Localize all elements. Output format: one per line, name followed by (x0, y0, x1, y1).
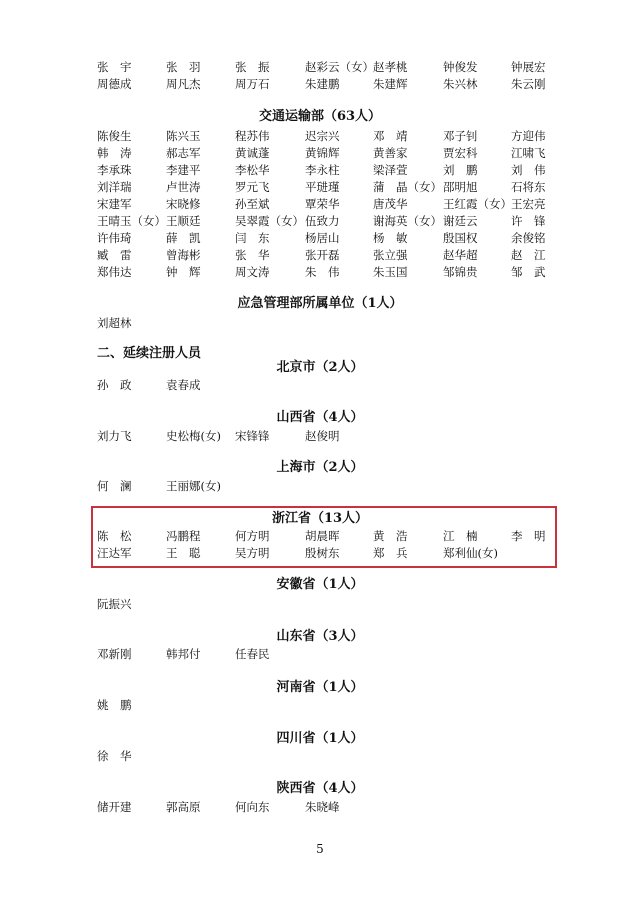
person-name: 宋建军 (97, 197, 132, 211)
person-name: 罗元飞 (235, 180, 270, 194)
person-name: 史松梅(女) (166, 429, 221, 443)
name-grid-emergency-management (97, 316, 557, 331)
person-name: 朱云刚 (511, 77, 546, 91)
person-name: 邹 武 (511, 265, 546, 279)
heading-emergency-management: 应急管理部所属单位（1人） (237, 296, 403, 311)
name-grid-zhejiang (97, 529, 557, 561)
person-name: 姚 鹏 (97, 698, 132, 712)
person-name: 陈俊生 (97, 129, 132, 143)
person-name: 何向东 (235, 800, 270, 814)
person-name: 周凡杰 (166, 77, 201, 91)
person-name: 何方明 (235, 529, 270, 543)
person-name: 黄诚蓬 (235, 146, 270, 160)
person-name: 杨 敏 (373, 231, 408, 245)
person-name: 周文涛 (235, 265, 270, 279)
person-name: 冯鹏程 (166, 529, 201, 543)
person-name: 吴方明 (235, 546, 270, 560)
person-name: 江 楠 (443, 529, 478, 543)
person-name: 唐茂华 (373, 197, 408, 211)
person-name: 邓 靖 (373, 129, 408, 143)
person-name: 吴翠霞（女） (235, 214, 304, 228)
person-name: 许伟琦 (97, 231, 132, 245)
person-name: 黄善家 (373, 146, 408, 160)
person-name: 刘超林 (97, 316, 132, 330)
person-name: 宋晓修 (166, 197, 201, 211)
person-name: 刘洋瑞 (97, 180, 132, 194)
person-name: 郭高原 (166, 800, 201, 814)
name-grid-shanxi (97, 429, 557, 444)
person-name: 张 华 (235, 248, 270, 262)
person-name: 黄锦辉 (305, 146, 340, 160)
name-grid-shanghai (97, 479, 557, 494)
person-name: 张开磊 (305, 248, 340, 262)
person-name: 余俊铭 (511, 231, 546, 245)
person-name: 王红霞（女） (443, 197, 512, 211)
person-name: 韩邦付 (166, 647, 201, 661)
person-name: 黄 浩 (373, 529, 408, 543)
heading-sichuan: 四川省（1人） (276, 731, 364, 746)
person-name: 周万石 (235, 77, 270, 91)
person-name: 韩 涛 (97, 146, 132, 160)
person-name: 胡晨晖 (305, 529, 340, 543)
person-name: 郑 兵 (373, 546, 408, 560)
person-name: 平琎瑾 (305, 180, 340, 194)
name-grid-top (97, 60, 557, 92)
person-name: 蒲 晶（女） (373, 180, 442, 194)
heading-shanghai: 上海市（2人） (276, 460, 364, 475)
person-name: 曾海彬 (166, 248, 201, 262)
person-name: 李承珠 (97, 163, 132, 177)
person-name: 石将东 (511, 180, 546, 194)
person-name: 方迎伟 (511, 129, 546, 143)
heading-beijing: 北京市（2人） (276, 360, 364, 375)
person-name: 何 澜 (97, 479, 132, 493)
person-name: 李永柱 (305, 163, 340, 177)
heading-transport-ministry: 交通运输部（63人） (258, 109, 382, 124)
person-name: 朱建鹏 (305, 77, 340, 91)
person-name: 王丽娜(女) (166, 479, 221, 493)
heading-anhui: 安徽省（1人） (276, 577, 364, 592)
heading-henan: 河南省（1人） (276, 680, 364, 695)
person-name: 程苏伟 (235, 129, 270, 143)
person-name: 宋锋锋 (235, 429, 270, 443)
person-name: 刘力飞 (97, 429, 132, 443)
person-name: 朱兴林 (443, 77, 478, 91)
person-name: 李建平 (166, 163, 201, 177)
person-name: 殷国权 (443, 231, 478, 245)
person-name: 钟展宏 (511, 60, 546, 74)
person-name: 朱 伟 (305, 265, 340, 279)
name-grid-anhui (97, 597, 557, 612)
person-name: 郑伟达 (97, 265, 132, 279)
person-name: 覃荣华 (305, 197, 340, 211)
person-name: 殷树东 (305, 546, 340, 560)
person-name: 邓新刚 (97, 647, 132, 661)
heading-shaanxi: 陕西省（4人） (276, 781, 364, 796)
person-name: 伍致力 (305, 214, 340, 228)
person-name: 赵俊明 (305, 429, 340, 443)
person-name: 孙 政 (97, 378, 132, 392)
person-name: 杨居山 (305, 231, 340, 245)
person-name: 谢海英（女） (373, 214, 442, 228)
person-name: 谢廷云 (443, 214, 478, 228)
name-grid-sichuan (97, 749, 557, 764)
page-number: 5 (316, 842, 324, 856)
person-name: 迟宗兴 (305, 129, 340, 143)
person-name: 王 聪 (166, 546, 201, 560)
name-grid-shaanxi (97, 800, 557, 815)
heading-zhejiang: 浙江省（13人） (271, 511, 369, 526)
person-name: 王顺廷 (166, 214, 201, 228)
person-name: 汪达军 (97, 546, 132, 560)
person-name: 李松华 (235, 163, 270, 177)
name-grid-shandong (97, 647, 557, 662)
person-name: 张 羽 (166, 60, 201, 74)
person-name: 朱玉国 (373, 265, 408, 279)
person-name: 王宏亮 (511, 197, 546, 211)
person-name: 朱建辉 (373, 77, 408, 91)
person-name: 贾宏科 (443, 146, 478, 160)
person-name: 钟俊发 (443, 60, 478, 74)
section-title-renewal: 二、延续注册人员 (97, 346, 202, 361)
person-name: 江啸飞 (511, 146, 546, 160)
person-name: 刘 鹏 (443, 163, 478, 177)
person-name: 袁春成 (166, 378, 201, 392)
person-name: 邓子钊 (443, 129, 478, 143)
person-name: 陈兴玉 (166, 129, 201, 143)
person-name: 储开建 (97, 800, 132, 814)
person-name: 周德成 (97, 77, 132, 91)
person-name: 闫 东 (235, 231, 270, 245)
person-name: 赵孝桃 (373, 60, 408, 74)
person-name: 卢世涛 (166, 180, 201, 194)
heading-shandong: 山东省（3人） (276, 629, 364, 644)
person-name: 张立强 (373, 248, 408, 262)
person-name: 赵彩云（女） (305, 60, 374, 74)
person-name: 王晴玉（女） (97, 214, 166, 228)
person-name: 张 宇 (97, 60, 132, 74)
person-name: 邵明旭 (443, 180, 478, 194)
person-name: 李 明 (511, 529, 546, 543)
person-name: 梁泽萱 (373, 163, 408, 177)
person-name: 阮振兴 (97, 597, 132, 611)
person-name: 邹锦贵 (443, 265, 478, 279)
name-grid-henan (97, 698, 557, 713)
person-name: 郑利仙(女) (443, 546, 498, 560)
person-name: 陈 松 (97, 529, 132, 543)
person-name: 赵华超 (443, 248, 478, 262)
person-name: 孙至斌 (235, 197, 270, 211)
person-name: 刘 伟 (511, 163, 546, 177)
person-name: 张 振 (235, 60, 270, 74)
person-name: 臧 雷 (97, 248, 132, 262)
name-grid-transport-ministry (97, 129, 557, 280)
person-name: 钟 辉 (166, 265, 201, 279)
person-name: 赵 江 (511, 248, 546, 262)
heading-shanxi: 山西省（4人） (276, 410, 364, 425)
person-name: 许 锋 (511, 214, 546, 228)
person-name: 朱晓峰 (305, 800, 340, 814)
name-grid-beijing (97, 378, 557, 393)
person-name: 郝志军 (166, 146, 201, 160)
person-name: 徐 华 (97, 749, 132, 763)
person-name: 任春民 (235, 647, 270, 661)
person-name: 薛 凯 (166, 231, 201, 245)
